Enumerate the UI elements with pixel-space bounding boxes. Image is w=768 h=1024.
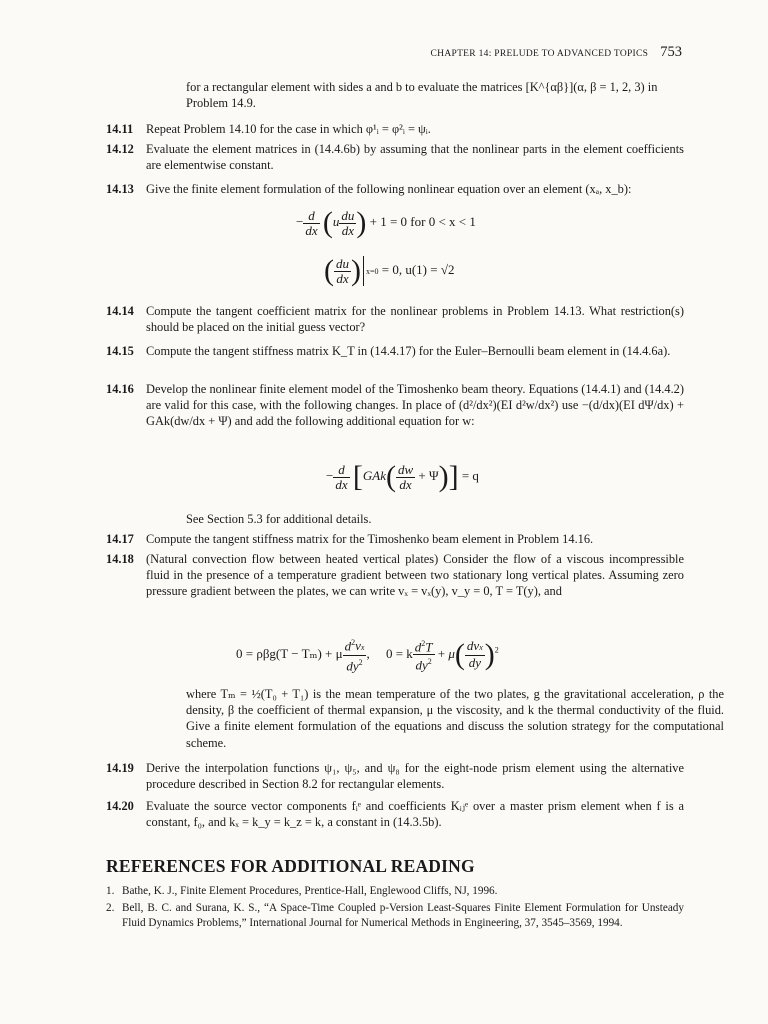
problem-14-14 <box>106 303 684 335</box>
reference-item: 2. Bell, B. C. and Surana, K. S., “A Space-Time Coupled p-Version Least-Squares Finite Element Formulation for Unsteady Fluid Dynamics Problems,” International Journal for Numerical Methods in Engineering, 37, 3545–3569, 1994. <box>106 902 684 929</box>
problem-number: 14.16 <box>106 382 134 396</box>
equation-14-13-bc: ( $\frac{du}{dx}$ ) x=0 = 0, u(1) = √2 <box>324 254 455 287</box>
problem-number: 14.13 <box>106 182 134 196</box>
running-header <box>420 44 682 61</box>
problem-number: 14.11 <box>106 122 134 136</box>
problem-14-19 <box>106 760 684 792</box>
problem-text: Evaluate the source vector components fᵢᵉ and coefficients Kᵢⱼᵉ over a master prism element when f is a constant, f₀, and kₓ = k_y = k_z = k, a constant in (14.3.5b). <box>146 799 684 830</box>
problem-text: Compute the tangent stiffness matrix K_T in (14.4.17) for the Euler–Bernoulli beam element in (14.4.6a). <box>146 344 671 358</box>
problem-text: (Natural convection flow between heated vertical plates) Consider the flow of a viscous incompressible fluid in the presence of a temperature gradient between two stationary long vertical plates. Assuming zero pressure gradient between the plates, we can write vₓ = vₓ(y), v_y = 0, T = T(y), and <box>146 552 684 599</box>
continuation-text: for a rectangular element with sides a and b to evaluate the matrices [K^{αβ}](α, β = 1, 2, 3) in Problem 14.9. <box>186 80 658 111</box>
problem-14-12 <box>106 141 684 173</box>
reference-item: 1. Bathe, K. J., Finite Element Procedures, Prentice-Hall, Englewood Cliffs, NJ, 1996. <box>106 885 498 897</box>
problem-text: Repeat Problem 14.10 for the case in which φ¹ᵢ = φ²ᵢ = ψᵢ. <box>146 122 431 136</box>
problem-14-18-continuation: where Tₘ = ½(T₀ + T₁) is the mean temperature of the two plates, g the gravitational acceleration, ρ the density, β the coefficient of thermal expansion, μ the viscosity, and k the thermal conductivity of the fluid. Give a finite element formulation of the equations and discuss the solution strategy for the computational scheme. <box>186 687 724 750</box>
problem-number: 14.17 <box>106 532 134 546</box>
problem-text: Derive the interpolation functions ψ₁, ψ₅, and ψ₈ for the eight-node prism element using the alternative procedure described in Section 8.2 for rectangular elements. <box>146 761 684 792</box>
page-number: 753 <box>660 44 682 60</box>
problem-text: Give the finite element formulation of the following nonlinear equation over an element (xₐ, x_b): <box>146 182 632 196</box>
problem-14-18 <box>106 551 684 600</box>
references-list <box>106 884 684 933</box>
problem-14-15 <box>106 343 684 359</box>
problem-14-17 <box>106 531 684 547</box>
problem-14-11 <box>106 121 684 137</box>
problem-number: 14.15 <box>106 344 134 358</box>
problem-14-13 <box>106 181 684 197</box>
problem-14-20 <box>106 798 684 830</box>
problem-text: Develop the nonlinear finite element model of the Timoshenko beam theory. Equations (14.4.1) and (14.4.2) are valid for this case, with the following changes. In place of (d²/dx²)(EI d²w/dx²) use −(d/dx)(EI dΨ/dx) + GAk(dw/dx + Ψ) and add the following additional equation for w: <box>146 382 684 429</box>
problem-number: 14.14 <box>106 304 134 318</box>
problem-number: 14.18 <box>106 552 134 566</box>
references-heading: REFERENCES FOR ADDITIONAL READING <box>106 856 475 876</box>
equation-14-18: 0 = ρβg(T − Tₘ) + μ $\frac{d^2vx}{dy^2}$ , 0 = k $\frac{d^2T}{dy^2}$ + μ( $\frac{\text{dvx}}{dy}$ )$^2$ <box>236 637 499 674</box>
problem-14-16 <box>106 381 684 430</box>
problem-number: 14.20 <box>106 799 134 813</box>
equation-14-13-ode: − $\frac{d}{dx}$ (u $\frac{du}{dx}$ ) + 1 = 0 for 0 < x < 1 <box>296 206 476 239</box>
equation-14-16: − $\frac{d}{dx}$ [GAk( $\frac{dw}{dx}$ + Ψ)] = q <box>326 460 479 493</box>
chapter-title: CHAPTER 14: PRELUDE TO ADVANCED TOPICS <box>430 49 649 59</box>
problem-text: Compute the tangent stiffness matrix for the Timoshenko beam element in Problem 14.16. <box>146 532 594 546</box>
problem-text: Compute the tangent coefficient matrix for the nonlinear problems in Problem 14.13. What restriction(s) should be placed on the initial guess vector? <box>146 304 684 335</box>
problem-text: Evaluate the element matrices in (14.4.6b) by assuming that the nonlinear parts in the element coefficients are elementwise constant. <box>146 142 684 173</box>
see-section-note: See Section 5.3 for additional details. <box>186 512 372 526</box>
problem-number: 14.12 <box>106 142 134 156</box>
problem-number: 14.19 <box>106 761 134 775</box>
